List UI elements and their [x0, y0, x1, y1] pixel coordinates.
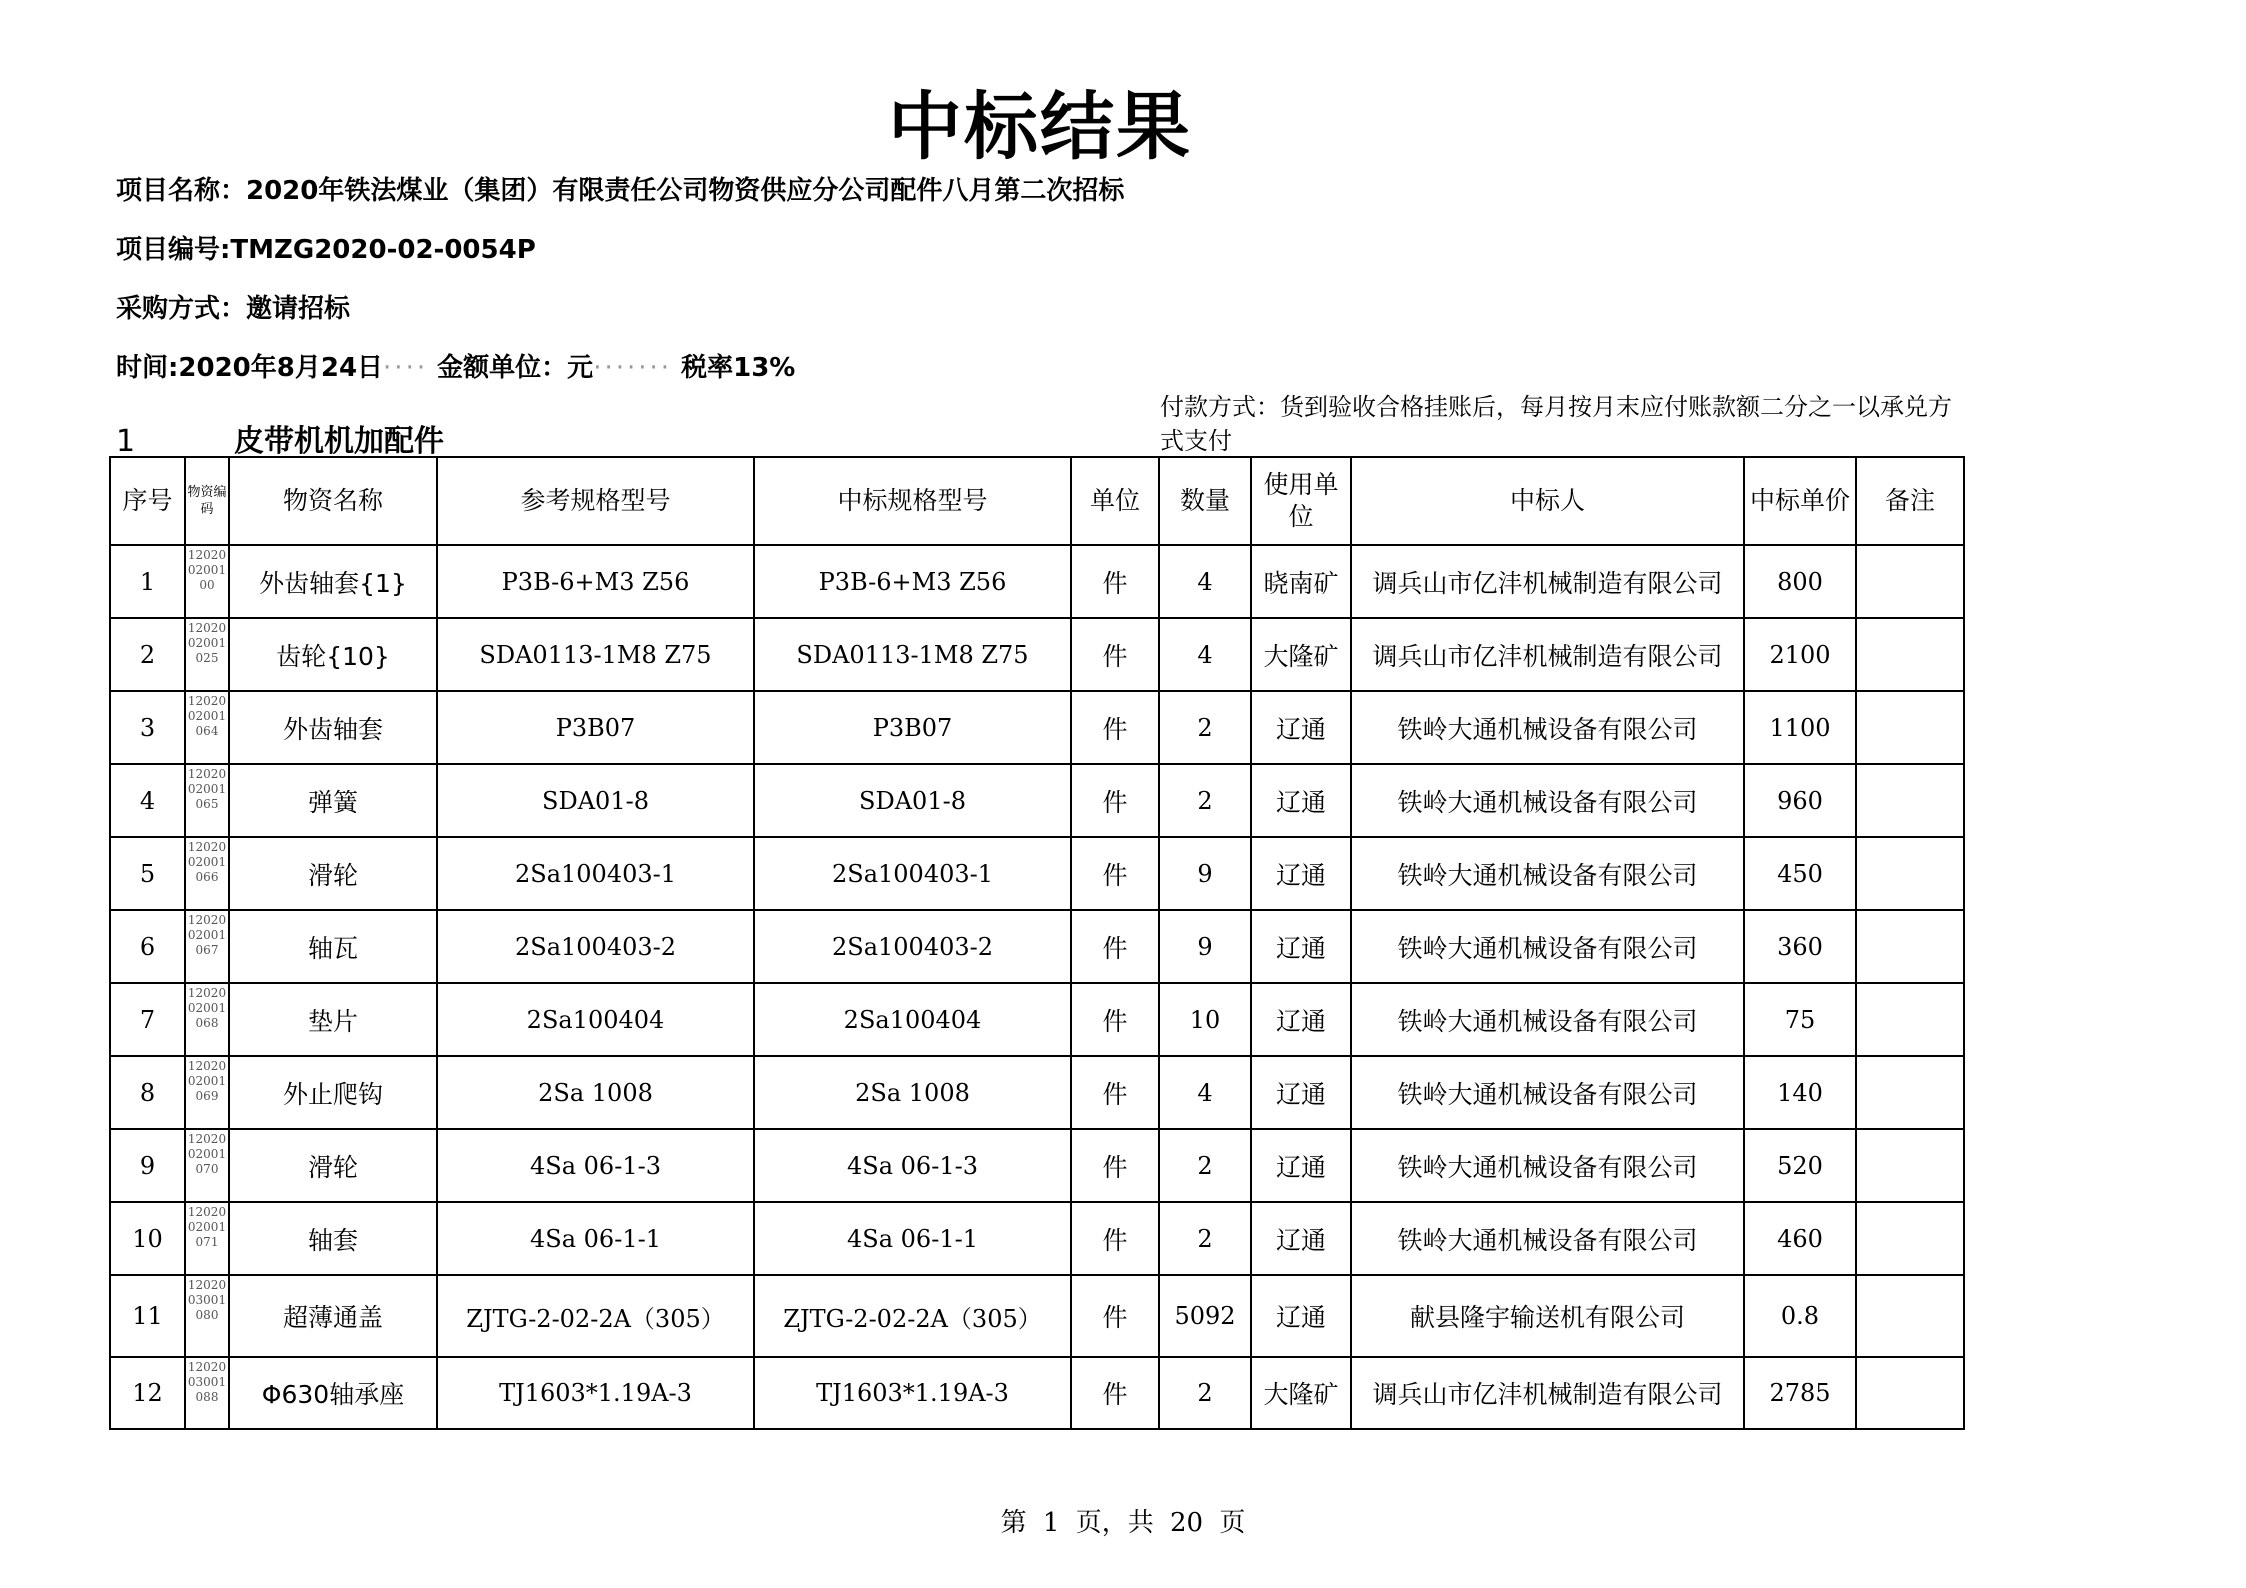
cell-code: 1202002001069 — [185, 1056, 229, 1129]
cell-remark — [1856, 618, 1964, 691]
table-row — [110, 1129, 1964, 1202]
cell-winner: 铁岭大通机械设备有限公司 — [1351, 691, 1744, 764]
cell-ref-spec: TJ1603*1.19A-3 — [437, 1357, 754, 1429]
cell-price: 360 — [1744, 910, 1856, 983]
cell-name: 滑轮 — [229, 1129, 437, 1202]
cell-unit: 件 — [1071, 1056, 1159, 1129]
tax-rate: 税率13% — [681, 353, 796, 383]
table-row — [110, 1056, 1964, 1129]
cell-bid-spec: 2Sa100403-2 — [754, 910, 1071, 983]
header-unit: 单位 — [1071, 457, 1159, 545]
page-footer — [0, 1502, 2246, 1539]
header-name: 物资名称 — [229, 457, 437, 545]
cell-qty: 2 — [1159, 1357, 1251, 1429]
cell-seq: 3 — [110, 691, 185, 764]
footer-total-pages: 20 — [1170, 1508, 1204, 1538]
header-ref-spec: 参考规格型号 — [437, 457, 754, 545]
cell-unit: 件 — [1071, 837, 1159, 910]
cell-ref-spec: P3B07 — [437, 691, 754, 764]
cell-unit: 件 — [1071, 1129, 1159, 1202]
cell-qty: 4 — [1159, 1056, 1251, 1129]
footer-page-label: 第 — [1000, 1508, 1027, 1538]
cell-bid-spec: TJ1603*1.19A-3 — [754, 1357, 1071, 1429]
cell-code: 1202002001025 — [185, 618, 229, 691]
cell-remark — [1856, 1056, 1964, 1129]
cell-unit: 件 — [1071, 618, 1159, 691]
cell-name: 超薄通盖 — [229, 1275, 437, 1357]
cell-remark — [1856, 1129, 1964, 1202]
cell-bid-spec: 4Sa 06-1-3 — [754, 1129, 1071, 1202]
cell-name: 齿轮{10} — [229, 618, 437, 691]
cell-remark — [1856, 764, 1964, 837]
table-row — [110, 837, 1964, 910]
cell-winner: 铁岭大通机械设备有限公司 — [1351, 983, 1744, 1056]
cell-seq: 7 — [110, 983, 185, 1056]
cell-qty: 10 — [1159, 983, 1251, 1056]
cell-bid-spec: SDA01-8 — [754, 764, 1071, 837]
cell-remark — [1856, 1275, 1964, 1357]
payment-terms: 付款方式：货到验收合格挂账后，每月按月末应付账款额二分之一以承兑方式支付 — [1160, 393, 1952, 455]
cell-qty: 2 — [1159, 1202, 1251, 1275]
cell-seq: 11 — [110, 1275, 185, 1357]
cell-unit: 件 — [1071, 1357, 1159, 1429]
cell-user: 辽通 — [1251, 910, 1351, 983]
cell-winner: 铁岭大通机械设备有限公司 — [1351, 1202, 1744, 1275]
table-row — [110, 1202, 1964, 1275]
cell-unit: 件 — [1071, 764, 1159, 837]
cell-name: 垫片 — [229, 983, 437, 1056]
cell-winner: 调兵山市亿沣机械制造有限公司 — [1351, 545, 1744, 618]
cell-code: 1202002001066 — [185, 837, 229, 910]
cell-seq: 9 — [110, 1129, 185, 1202]
cell-winner: 铁岭大通机械设备有限公司 — [1351, 1056, 1744, 1129]
cell-user: 晓南矿 — [1251, 545, 1351, 618]
cell-unit: 件 — [1071, 545, 1159, 618]
cell-user: 大隆矿 — [1251, 618, 1351, 691]
cell-winner: 调兵山市亿沣机械制造有限公司 — [1351, 618, 1744, 691]
cell-remark — [1856, 691, 1964, 764]
cell-seq: 5 — [110, 837, 185, 910]
cell-seq: 8 — [110, 1056, 185, 1129]
header-code: 物资编码 — [185, 457, 229, 545]
cell-qty: 2 — [1159, 764, 1251, 837]
cell-qty: 2 — [1159, 1129, 1251, 1202]
section-name: 皮带机机加配件 — [234, 424, 444, 459]
cell-code: 1202002001070 — [185, 1129, 229, 1202]
table-row — [110, 1357, 1964, 1429]
footer-page-mid: 页，共 — [1075, 1508, 1154, 1538]
table-row — [110, 764, 1964, 837]
cell-price: 2100 — [1744, 618, 1856, 691]
cell-code: 1202002001064 — [185, 691, 229, 764]
cell-price: 520 — [1744, 1129, 1856, 1202]
cell-winner: 铁岭大通机械设备有限公司 — [1351, 764, 1744, 837]
cell-winner: 铁岭大通机械设备有限公司 — [1351, 1129, 1744, 1202]
project-name: 项目名称：2020年铁法煤业（集团）有限责任公司物资供应分公司配件八月第二次招标 — [116, 176, 1125, 206]
cell-ref-spec: ZJTG-2-02-2A（305） — [437, 1275, 754, 1357]
footer-page-number: 1 — [1042, 1508, 1060, 1538]
page-title: 中标结果 — [888, 84, 1192, 170]
purchase-method: 采购方式：邀请招标 — [116, 294, 351, 324]
cell-name: 弹簧 — [229, 764, 437, 837]
cell-user: 大隆矿 — [1251, 1357, 1351, 1429]
cell-remark — [1856, 910, 1964, 983]
cell-seq: 1 — [110, 545, 185, 618]
table-row — [110, 910, 1964, 983]
cell-bid-spec: P3B07 — [754, 691, 1071, 764]
cell-name: 外止爬钩 — [229, 1056, 437, 1129]
cell-price: 2785 — [1744, 1357, 1856, 1429]
cell-ref-spec: 2Sa 1008 — [437, 1056, 754, 1129]
cell-unit: 件 — [1071, 1275, 1159, 1357]
cell-ref-spec: SDA01-8 — [437, 764, 754, 837]
header-winner: 中标人 — [1351, 457, 1744, 545]
cell-name: 外齿轴套{1} — [229, 545, 437, 618]
cell-qty: 4 — [1159, 545, 1251, 618]
cell-user: 辽通 — [1251, 1202, 1351, 1275]
amount-unit: 金额单位：元 — [437, 353, 594, 383]
cell-user: 辽通 — [1251, 1275, 1351, 1357]
cell-bid-spec: 4Sa 06-1-1 — [754, 1202, 1071, 1275]
table-header-row — [110, 457, 1964, 545]
header-qty: 数量 — [1159, 457, 1251, 545]
cell-unit: 件 — [1071, 691, 1159, 764]
cell-unit: 件 — [1071, 1202, 1159, 1275]
cell-name: 轴套 — [229, 1202, 437, 1275]
cell-winner: 铁岭大通机械设备有限公司 — [1351, 910, 1744, 983]
header-seq: 序号 — [110, 457, 185, 545]
cell-name: Φ630轴承座 — [229, 1357, 437, 1429]
table-row — [110, 618, 1964, 691]
cell-name: 轴瓦 — [229, 910, 437, 983]
cell-bid-spec: P3B-6+M3 Z56 — [754, 545, 1071, 618]
header-bid-spec: 中标规格型号 — [754, 457, 1071, 545]
cell-price: 450 — [1744, 837, 1856, 910]
cell-code: 1202003001088 — [185, 1357, 229, 1429]
section-heading — [116, 416, 444, 460]
table-row — [110, 545, 1964, 618]
cell-qty: 9 — [1159, 837, 1251, 910]
cell-user: 辽通 — [1251, 837, 1351, 910]
cell-seq: 10 — [110, 1202, 185, 1275]
header-price: 中标单价 — [1744, 457, 1856, 545]
cell-unit: 件 — [1071, 910, 1159, 983]
cell-price: 75 — [1744, 983, 1856, 1056]
cell-remark — [1856, 837, 1964, 910]
cell-seq: 2 — [110, 618, 185, 691]
cell-price: 960 — [1744, 764, 1856, 837]
cell-seq: 6 — [110, 910, 185, 983]
cell-qty: 2 — [1159, 691, 1251, 764]
cell-code: 1202003001080 — [185, 1275, 229, 1357]
cell-bid-spec: 2Sa100403-1 — [754, 837, 1071, 910]
cell-user: 辽通 — [1251, 691, 1351, 764]
cell-ref-spec: P3B-6+M3 Z56 — [437, 545, 754, 618]
footer-page-end: 页 — [1219, 1508, 1246, 1538]
cell-winner: 调兵山市亿沣机械制造有限公司 — [1351, 1357, 1744, 1429]
cell-code: 1202002001067 — [185, 910, 229, 983]
table-row — [110, 983, 1964, 1056]
header-remark: 备注 — [1856, 457, 1964, 545]
cell-remark — [1856, 983, 1964, 1056]
cell-code: 120200200100 — [185, 545, 229, 618]
cell-qty: 4 — [1159, 618, 1251, 691]
cell-ref-spec: 4Sa 06-1-1 — [437, 1202, 754, 1275]
cell-winner: 铁岭大通机械设备有限公司 — [1351, 837, 1744, 910]
cell-ref-spec: 2Sa100403-2 — [437, 910, 754, 983]
cell-ref-spec: 2Sa100403-1 — [437, 837, 754, 910]
cell-user: 辽通 — [1251, 983, 1351, 1056]
cell-seq: 4 — [110, 764, 185, 837]
cell-code: 1202002001071 — [185, 1202, 229, 1275]
cell-bid-spec: ZJTG-2-02-2A（305） — [754, 1275, 1071, 1357]
cell-price: 460 — [1744, 1202, 1856, 1275]
header-user: 使用单位 — [1251, 457, 1351, 545]
cell-bid-spec: 2Sa100404 — [754, 983, 1071, 1056]
cell-seq: 12 — [110, 1357, 185, 1429]
cell-price: 140 — [1744, 1056, 1856, 1129]
cell-price: 1100 — [1744, 691, 1856, 764]
cell-ref-spec: SDA0113-1M8 Z75 — [437, 618, 754, 691]
cell-name: 外齿轴套 — [229, 691, 437, 764]
date-label: 时间:2020年8月24日 — [116, 353, 384, 383]
cell-price: 800 — [1744, 545, 1856, 618]
cell-winner: 献县隆宇输送机有限公司 — [1351, 1275, 1744, 1357]
table-row — [110, 691, 1964, 764]
cell-code: 1202002001068 — [185, 983, 229, 1056]
cell-name: 滑轮 — [229, 837, 437, 910]
cell-user: 辽通 — [1251, 1129, 1351, 1202]
cell-price: 0.8 — [1744, 1275, 1856, 1357]
bid-results-table — [109, 456, 1965, 1430]
cell-user: 辽通 — [1251, 764, 1351, 837]
section-number: 1 — [116, 424, 136, 459]
cell-code: 1202002001065 — [185, 764, 229, 837]
cell-unit: 件 — [1071, 983, 1159, 1056]
cell-bid-spec: 2Sa 1008 — [754, 1056, 1071, 1129]
meta-line: 时间:2020年8月24日···· 金额单位：元······· 税率13% — [116, 353, 796, 383]
cell-bid-spec: SDA0113-1M8 Z75 — [754, 618, 1071, 691]
project-number: 项目编号:TMZG2020-02-0054P — [116, 235, 536, 265]
cell-qty: 5092 — [1159, 1275, 1251, 1357]
cell-ref-spec: 2Sa100404 — [437, 983, 754, 1056]
cell-user: 辽通 — [1251, 1056, 1351, 1129]
cell-remark — [1856, 545, 1964, 618]
cell-ref-spec: 4Sa 06-1-3 — [437, 1129, 754, 1202]
cell-remark — [1856, 1357, 1964, 1429]
table-row — [110, 1275, 1964, 1357]
cell-remark — [1856, 1202, 1964, 1275]
cell-qty: 9 — [1159, 910, 1251, 983]
